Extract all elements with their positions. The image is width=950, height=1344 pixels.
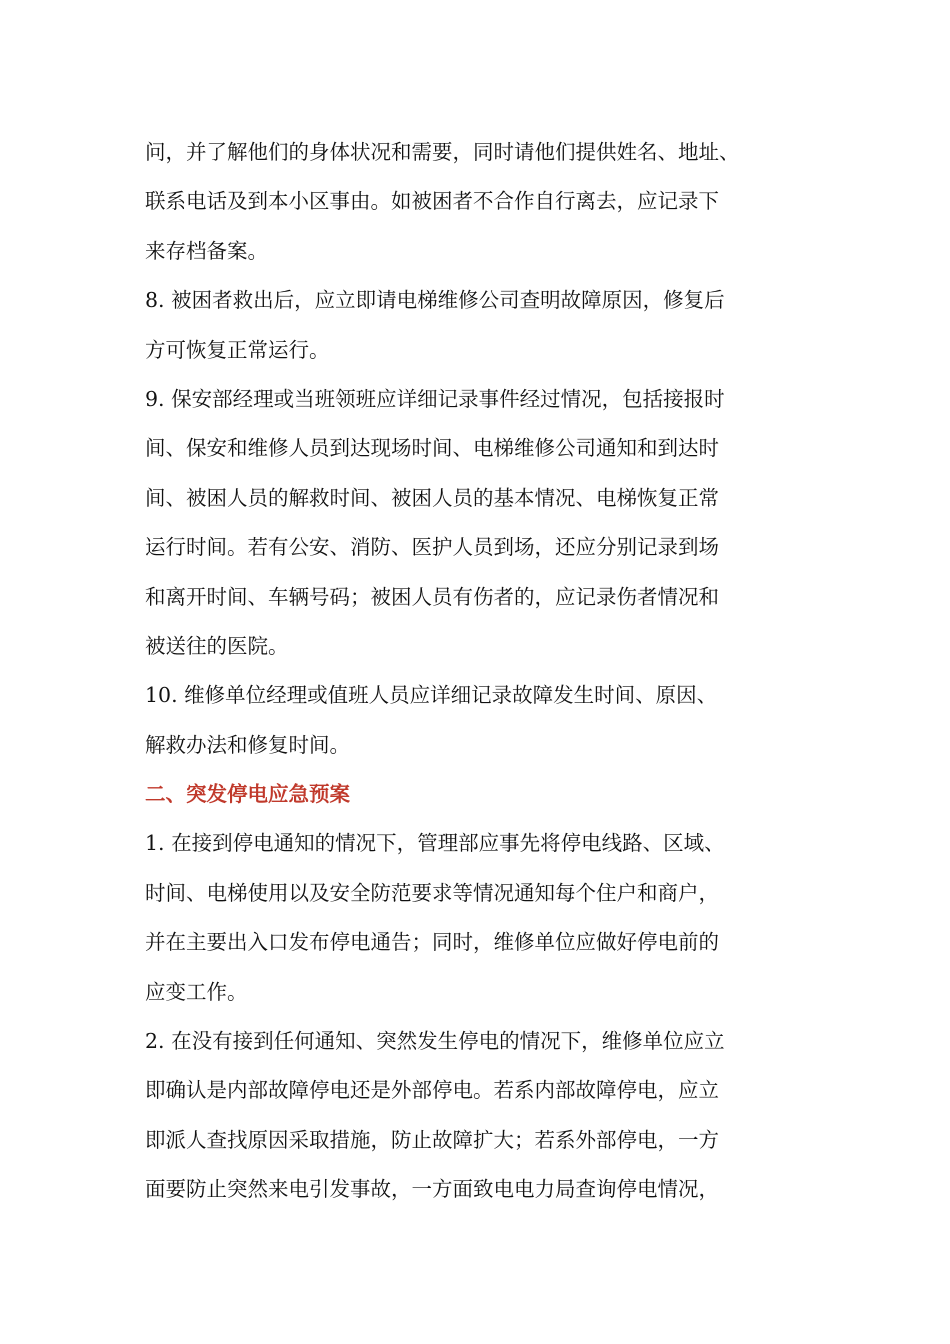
item-2-line-4: 面要防止突然来电引发事故，一方面致电电力局查询停电情况， bbox=[145, 1177, 719, 1202]
text-line-1: 问，并了解他们的身体状况和需要，同时请他们提供姓名、地址、 bbox=[145, 140, 740, 164]
item-9-line-3: 间、被困人员的解救时间、被困人员的基本情况、电梯恢复正常 bbox=[145, 485, 719, 510]
item-2-line-1: 2. 在没有接到任何通知、突然发生停电的情况下，维修单位应立 bbox=[145, 1029, 725, 1054]
item-9-line-2: 间、保安和维修人员到达现场时间、电梯维修公司通知和到达时 bbox=[145, 436, 719, 461]
item-9-line-4: 运行时间。若有公安、消防、医护人员到场，还应分别记录到场 bbox=[145, 535, 719, 560]
item-10-line-2: 解救办法和修复时间。 bbox=[145, 732, 350, 757]
item-1-line-3: 并在主要出入口发布停电通告；同时，维修单位应做好停电前的 bbox=[145, 930, 719, 955]
item-2-line-2: 即确认是内部故障停电还是外部停电。若系内部故障停电，应立 bbox=[145, 1078, 719, 1103]
item-8-line-2: 方可恢复正常运行。 bbox=[145, 337, 330, 362]
item-2-line-3: 即派人查找原因采取措施，防止故障扩大；若系外部停电，一方 bbox=[145, 1127, 719, 1152]
section-heading: 二、突发停电应急预案 bbox=[145, 782, 350, 807]
document-body bbox=[145, 128, 805, 1215]
text-line-2: 联系电话及到本小区事由。如被困者不合作自行离去，应记录下 bbox=[145, 189, 719, 214]
item-9-line-5: 和离开时间、车辆号码；被困人员有伤者的，应记录伤者情况和 bbox=[145, 584, 719, 609]
item-1-line-2: 时间、电梯使用以及安全防范要求等情况通知每个住户和商户， bbox=[145, 880, 719, 905]
item-8-line-1: 8. 被困者救出后，应立即请电梯维修公司查明故障原因，修复后 bbox=[145, 288, 725, 313]
item-1-line-1: 1. 在接到停电通知的情况下，管理部应事先将停电线路、区域、 bbox=[145, 831, 725, 856]
text-line-3: 来存档备案。 bbox=[145, 238, 268, 263]
item-9-line-6: 被送往的医院。 bbox=[145, 633, 289, 658]
item-1-line-4: 应变工作。 bbox=[145, 979, 248, 1004]
item-10-line-1: 10. 维修单位经理或值班人员应详细记录故障发生时间、原因、 bbox=[145, 683, 718, 708]
item-9-line-1: 9. 保安部经理或当班领班应详细记录事件经过情况，包括接报时 bbox=[145, 386, 725, 411]
